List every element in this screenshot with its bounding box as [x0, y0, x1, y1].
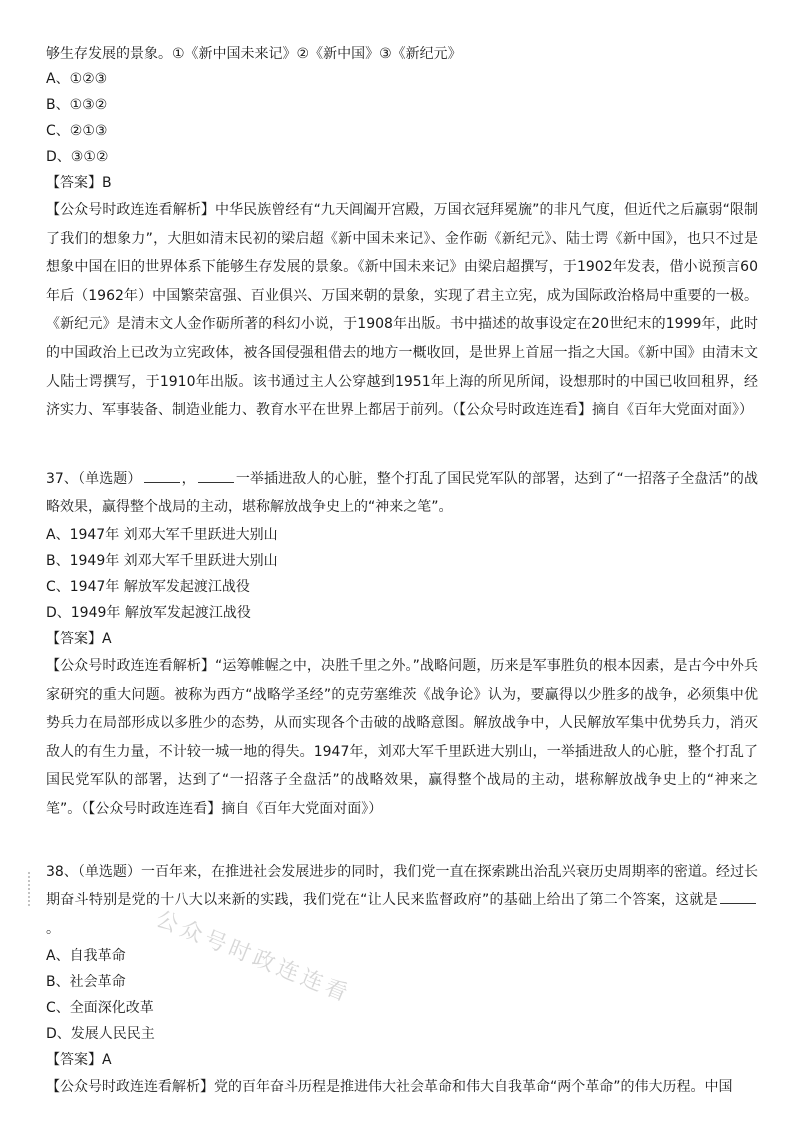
q38-option-d: D、发展人民民主: [46, 1026, 155, 1043]
watermark: 公众号时政连连看: [152, 906, 355, 1008]
intro-line: 够生存发展的景象。①《新中国未来记》②《新中国》③《新纪元》: [46, 46, 462, 62]
intro-option-a: A、①②③: [46, 71, 108, 87]
stamp-mark: [28, 872, 48, 906]
q37-option-a: A、1947年 刘邓大军千里跃进大别山: [46, 526, 278, 543]
q37-option-d: D、1949年 解放军发起渡江战役: [46, 604, 251, 621]
q38-analysis: 【公众号时政连连看解析】党的百年奋斗历程是推进伟大社会革命和伟大自我革命“两个革命”的伟大历程。中国: [46, 1079, 733, 1096]
q37-option-c: C、1947年 解放军发起渡江战役: [46, 578, 250, 595]
q38-suffix: 。: [46, 920, 60, 937]
q37-prefix: 37、（单选题）: [46, 470, 142, 487]
intro-option-d: D、③①②: [46, 149, 109, 165]
q37-blank-2: [198, 468, 234, 483]
q37-answer: 【答案】A: [46, 630, 112, 647]
q37-stem: [46, 465, 758, 522]
q37-rest: 一举插进敌人的心脏，整个打乱了国民党军队的部署，达到了“一招落子全盘活”的战略效果，赢得整个战局的主动，堪称解放战争史上的“神来之笔”。: [46, 470, 758, 516]
spacer: [46, 425, 758, 465]
q37-blank-1: [144, 468, 180, 483]
q37-analysis: 【公众号时政连连看解析】“运筹帷幄之中，决胜千里之外。”战略问题，历来是军事胜负的根本因素，是古今中外兵家研究的重大问题。被称为西方“战略学圣经”的克劳塞维茨《战争论》认为，要赢得以少胜多的战争，必须集中优势兵力在局部形成以多胜少的态势，从而实现各个击破的战略意图。解放战争中，人民解放军集中优势兵力，消灭敌人的有生力量，不计较一城一地的得失。1947年，刘邓大军千里跃进大别山，一举插进敌人的心脏，整个打乱了国民党军队的部署，达到了“一招落子全盘活”的战略效果，赢得整个战局的主动，堪称解放战争史上的“神来之笔”。（【公众号时政连连看】摘自《百年大党面对面》）: [46, 657, 758, 817]
document-page: [46, 42, 758, 1102]
q38-answer: 【答案】A: [46, 1052, 112, 1069]
intro-option-c: C、②①③: [46, 123, 108, 139]
q38-option-c: C、全面深化改革: [46, 1000, 154, 1017]
q37-mid: ，: [181, 470, 196, 487]
q37-option-b: B、1949年 刘邓大军千里跃进大别山: [46, 552, 278, 569]
q38-prefix: 38、（单选题）一百年来，在推进社会发展进步的同时，我们党一直在探索跳出治乱兴衰历史周期率的密道。经过长期奋斗特别是党的十八大以来新的实践，我们党在“让人民来监督政府”的基础上给出了第二个答案，这就是: [46, 863, 758, 909]
q38-option-a: A、自我革命: [46, 948, 126, 965]
q38-option-b: B、社会革命: [46, 974, 126, 991]
intro-analysis: 【公众号时政连连看解析】中华民族曾经有“九天阊阖开宫殿，万国衣冠拜冕旒”的非凡气度，但近代之后羸弱“限制了我们的想象力”，大胆如清末民初的梁启超《新中国未来记》、金作砺《新纪元》、陆士谔《新中国》，也只不过是想象中国在旧的世界体系下能够生存发展的景象。《新中国未来记》由梁启超撰写，于1902年发表，借小说预言60年后（1962年）中国繁荣富强、百业俱兴、万国来朝的景象，实现了君主立宪，成为国际政治格局中重要的一极。《新纪元》是清末文人金作砺所著的科幻小说，于1908年出版。书中描述的故事设定在20世纪末的1999年，此时的中国政治上已改为立宪政体，被各国侵强租借去的地方一概收回，是世界上首屈一指之大国。《新中国》由清末文人陆士谔撰写，于1910年出版。该书通过主人公穿越到1951年上海的所见所闻，设想那时的中国已收回租界，经济实力、军事装备、制造业能力、教育水平在世界上都居于前列。（【公众号时政连连看】摘自《百年大党面对面》）: [46, 202, 758, 419]
spacer: [46, 824, 758, 858]
intro-answer: 【答案】B: [46, 175, 112, 191]
q38-blank: [720, 889, 756, 904]
intro-option-b: B、①③②: [46, 97, 108, 113]
